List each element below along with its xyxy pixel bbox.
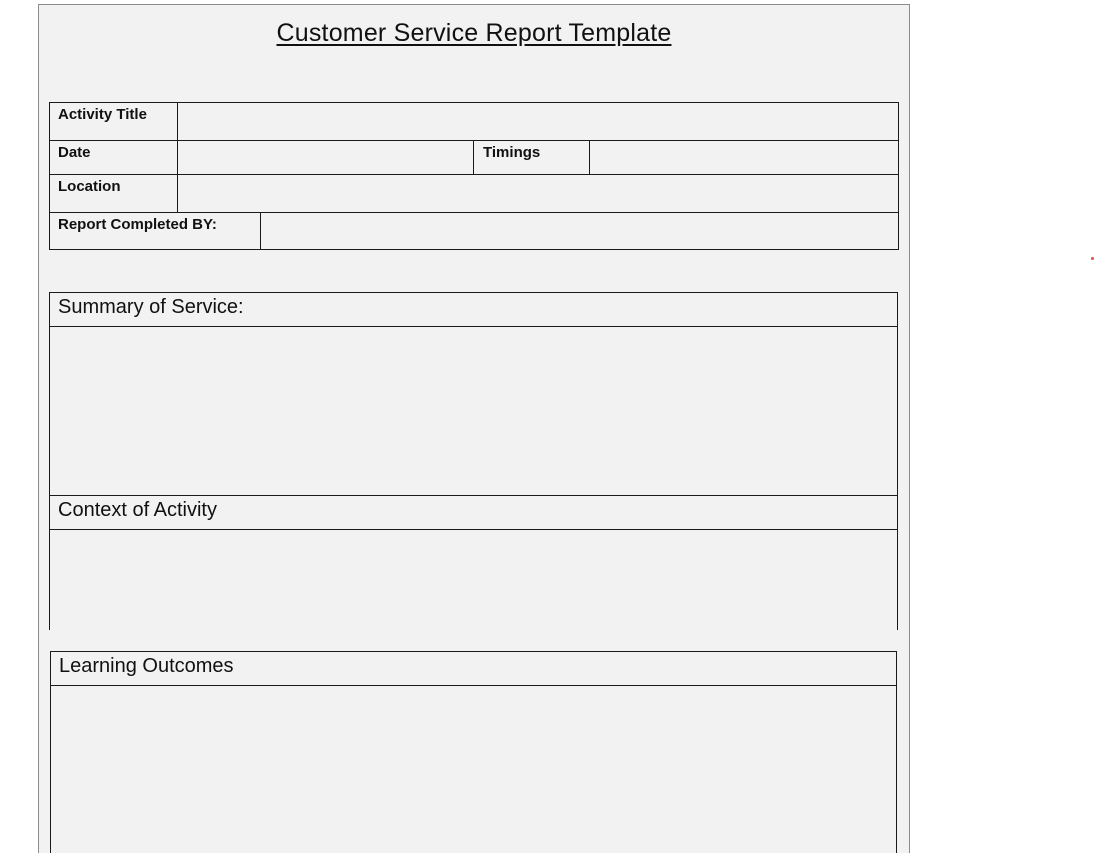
activity-title-label: Activity Title xyxy=(58,106,147,123)
summary-body[interactable] xyxy=(49,326,898,496)
date-field[interactable] xyxy=(178,141,473,174)
context-body[interactable] xyxy=(50,530,897,630)
activity-title-field[interactable] xyxy=(178,103,898,140)
context-label: Context of Activity xyxy=(58,499,217,521)
summary-label: Summary of Service: xyxy=(58,296,244,318)
document-title: Customer Service Report Template xyxy=(276,19,672,47)
timings-field[interactable] xyxy=(590,141,898,174)
timings-label: Timings xyxy=(483,144,541,161)
report-completed-by-label: Report Completed BY: xyxy=(58,216,217,233)
context-body-right-edge xyxy=(897,529,898,630)
location-field[interactable] xyxy=(178,175,898,212)
learning-body-right-edge xyxy=(896,685,897,853)
date-label: Date xyxy=(58,144,91,161)
location-label: Location xyxy=(58,178,121,195)
report-completed-by-field[interactable] xyxy=(261,213,898,249)
divider xyxy=(473,140,474,175)
learning-body[interactable] xyxy=(51,686,896,853)
learning-label: Learning Outcomes xyxy=(59,655,234,677)
stray-dot xyxy=(1091,257,1094,260)
